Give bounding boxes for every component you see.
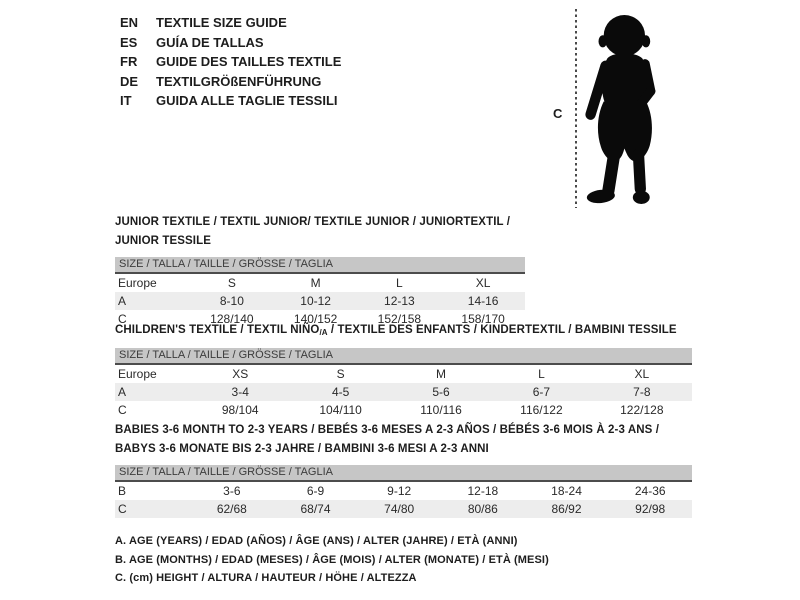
footnote-line: C. (cm) HEIGHT / ALTURA / HAUTEUR / HÖHE / ALTEZZA (115, 572, 417, 584)
language-label: GUIDE DES TAILLES TEXTILE (156, 54, 342, 69)
value-cell: S (227, 276, 236, 290)
childrens-textile-table (115, 321, 692, 419)
table-row (115, 292, 525, 310)
value-cell: 12-13 (384, 294, 415, 308)
language-label: TEXTILE SIZE GUIDE (156, 15, 287, 30)
table-rows (115, 482, 692, 518)
value-cell: 6-9 (306, 484, 325, 498)
value-cell: 4-5 (331, 385, 350, 399)
table-title: JUNIOR TEXTILE / TEXTIL JUNIOR/ TEXTILE JUNIOR / JUNIORTEXTIL / JUNIOR TESSILE (115, 216, 511, 247)
value-cell: 5-6 (432, 385, 450, 399)
value-cell: XL (634, 367, 650, 381)
value-cell: XS (232, 367, 249, 381)
value-cell: 9-12 (387, 484, 412, 498)
table-title-line: BABYS 3-6 MONATE BIS 2-3 JAHRE / BAMBINI 3-6 MESI A 2-3 ANNI (115, 443, 489, 455)
table-rows (115, 274, 525, 328)
table-row (115, 482, 692, 500)
value-cell: 6-7 (532, 385, 551, 399)
junior-textile-table (115, 213, 525, 328)
value-cell: 86/92 (551, 502, 582, 516)
row-label-cell: A (118, 385, 127, 399)
value-cell: 158/170 (461, 312, 505, 326)
value-cell: 98/104 (221, 403, 259, 417)
footnote-list (115, 532, 549, 588)
value-cell: 18-24 (551, 484, 582, 498)
row-label-cell: Europe (118, 276, 157, 290)
value-cell: M (310, 276, 321, 290)
language-row (120, 72, 341, 92)
value-cell: 152/158 (377, 312, 422, 326)
value-cell: 116/122 (520, 403, 563, 417)
table-title (115, 421, 692, 459)
language-code: DE (120, 73, 139, 89)
babies-textile-table (115, 421, 692, 518)
row-label-cell: Europe (118, 367, 157, 381)
table-title-text: / TEXTILE DES ENFANTS / KINDERTEXTIL / BAMBINI TESSILE (327, 324, 677, 336)
value-cell: XL (475, 276, 491, 290)
row-label-cell: A (118, 294, 127, 308)
value-cell: S (336, 367, 345, 381)
table-row (115, 365, 692, 383)
value-cell: 3-4 (231, 385, 249, 399)
language-row (120, 52, 341, 72)
toddler-silhouette-icon (583, 6, 677, 212)
value-cell: 10-12 (300, 294, 331, 308)
table-title (115, 321, 692, 342)
size-header-bar: SIZE / TALLA / TAILLE / GRÖSSE / TAGLIA (115, 465, 692, 482)
table-rows (115, 365, 692, 419)
footnote-line: A. AGE (YEARS) / EDAD (AÑOS) / ÂGE (ANS) / ALTER (JAHRE) / ETÀ (ANNI) (115, 535, 518, 547)
language-code: IT (120, 93, 132, 108)
value-cell: 8-10 (219, 294, 244, 308)
language-code: EN (120, 15, 139, 30)
value-cell: 140/152 (293, 312, 338, 326)
value-cell: 68/74 (300, 502, 331, 516)
language-list (120, 13, 341, 111)
language-label: GUIDA ALLE TAGLIE TESSILI (156, 93, 338, 108)
table-row (115, 500, 692, 518)
size-header-bar: SIZE / TALLA / TAILLE / GRÖSSE / TAGLIA (115, 348, 692, 365)
language-row (120, 33, 341, 53)
table-row (115, 274, 525, 292)
value-cell: 92/98 (635, 502, 666, 516)
value-cell: 12-18 (467, 484, 499, 498)
size-header-bar: SIZE / TALLA / TAILLE / GRÖSSE / TAGLIA (115, 257, 525, 274)
value-cell: 122/128 (620, 403, 664, 417)
language-row (120, 91, 341, 111)
value-cell: 24-36 (634, 484, 666, 498)
value-cell: 7-8 (633, 385, 651, 399)
language-code: ES (120, 34, 138, 50)
language-label: GUÍA DE TALLAS (156, 34, 264, 50)
value-cell: 104/110 (319, 403, 362, 417)
height-measure-dashed-line (575, 9, 577, 208)
value-cell: 3-6 (223, 484, 241, 498)
table-row (115, 383, 692, 401)
language-code: FR (120, 54, 138, 69)
value-cell: 74/80 (384, 502, 415, 516)
value-cell: M (436, 367, 447, 381)
value-cell: 62/68 (216, 502, 247, 516)
language-label: TEXTILGRÖßENFÜHRUNG (156, 73, 322, 89)
language-row (120, 13, 341, 33)
value-cell: L (538, 367, 545, 381)
footnote-line: B. AGE (MONTHS) / EDAD (MESES) / ÂGE (MOIS) / ALTER (MONATE) / ETÀ (MESI) (115, 553, 549, 566)
row-label-cell: B (118, 484, 127, 498)
value-cell: L (396, 276, 403, 290)
value-cell: 14-16 (467, 294, 499, 308)
value-cell: 128/140 (210, 312, 254, 326)
row-label-cell: C (118, 502, 127, 516)
value-cell: 80/86 (467, 502, 498, 516)
table-row (115, 401, 692, 419)
value-cell: 110/116 (420, 403, 462, 417)
table-title-text: CHILDREN'S TEXTILE / TEXTIL NIÑO (115, 324, 320, 336)
height-measure-label: C (553, 106, 563, 121)
table-title-subscript: /A (319, 328, 328, 337)
table-title-line: BABIES 3-6 MONTH TO 2-3 YEARS / BEBÉS 3-6 MESES A 2-3 AÑOS / BÉBÉS 3-6 MOIS À 2-3 ANS / (115, 424, 659, 436)
row-label-cell: C (118, 312, 127, 326)
row-label-cell: C (118, 403, 127, 417)
